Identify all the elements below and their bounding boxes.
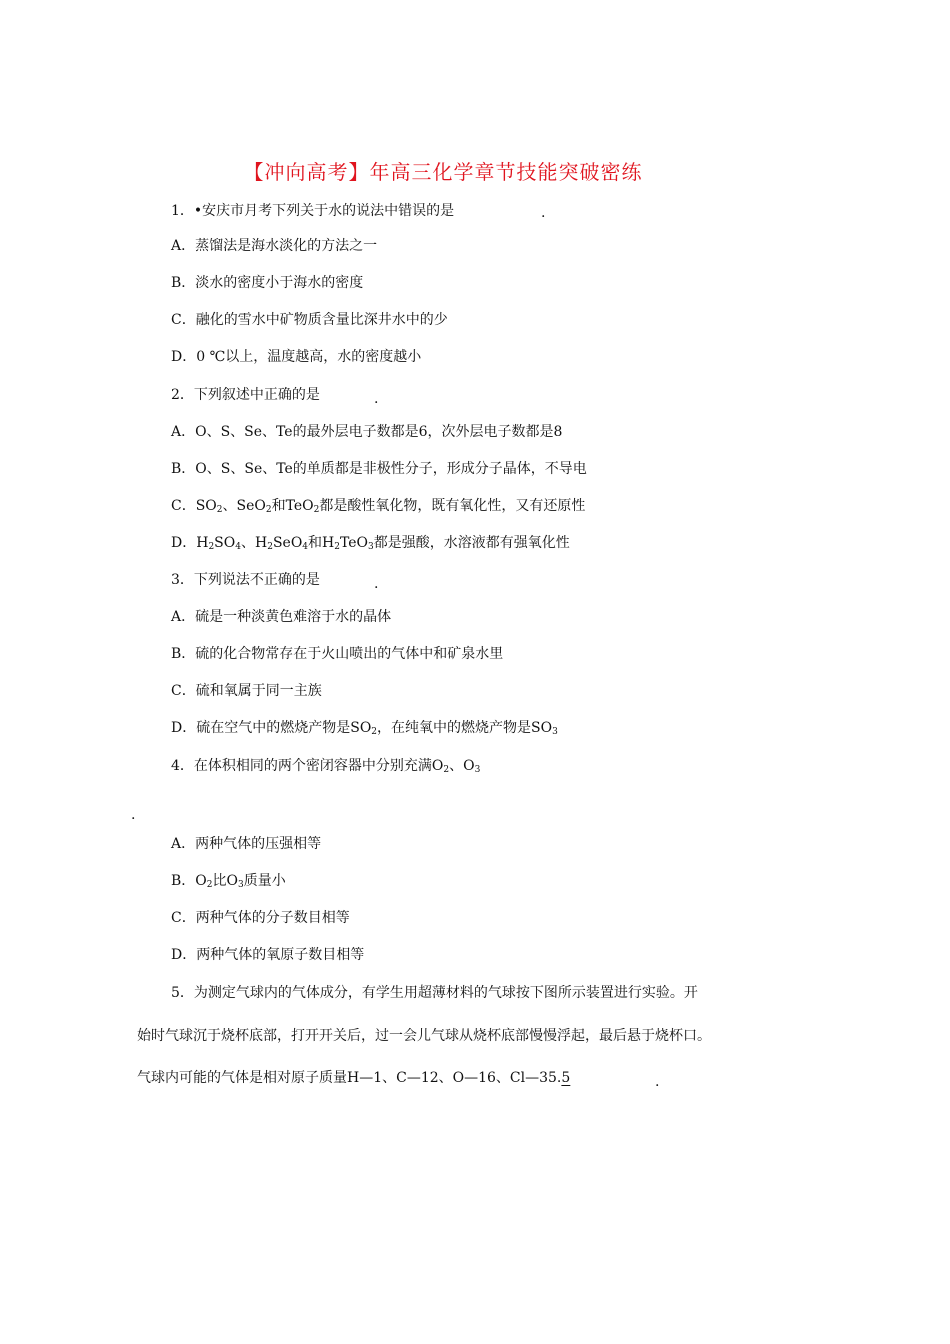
question-2-blank-mark: . <box>374 391 379 407</box>
question-2-stem: 2．下列叙述中正确的是 <box>171 387 320 403</box>
question-1-option-b: B．淡水的密度小于海水的密度 <box>171 275 364 291</box>
question-2-option-c: C．$SO_2$、SeO$_2$和TeO$_2$都是酸性氧化物，既有氧化性，又有还原性 <box>171 498 586 515</box>
question-5-line-3: 气球内可能的气体是相对原子质量H—1、C—12、O—16、Cl—35.5 <box>137 1070 571 1086</box>
question-2-option-d: D．$H_2SO_4$、$H_2SeO_4$和$H_2TeO_3$都是强酸，水溶液都有强氧化性 <box>171 535 570 552</box>
question-3-option-c: C．硫和氧属于同一主族 <box>171 683 322 699</box>
question-4-stem: 4．在体积相同的两个密闭容器中分别充满$O_2$、$O_3$ <box>171 758 481 775</box>
question-1-blank-mark: . <box>541 205 546 221</box>
question-1-stem: 1．•安庆市月考下列关于水的说法中错误的是 <box>171 203 455 219</box>
question-1-option-c: C．融化的雪水中矿物质含量比深井水中的少 <box>171 312 448 328</box>
question-3-blank-mark: . <box>374 576 379 592</box>
question-3-option-a: A．硫是一种淡黄色难溶于水的晶体 <box>171 609 392 625</box>
question-5-line-1: 5．为测定气球内的气体成分，有学生用超薄材料的气球按下图所示装置进行实验。开 <box>171 985 698 1001</box>
question-4-option-c: C．两种气体的分子数目相等 <box>171 910 350 926</box>
question-1-option-d: D．0 ℃以上，温度越高，水的密度越小 <box>171 349 422 365</box>
question-4-option-b: B．$O_2$比$O_3$质量小 <box>171 873 286 890</box>
question-4-blank-mark: . <box>131 807 136 823</box>
question-5-line-2: 始时气球沉于烧杯底部，打开开关后，过一会儿气球从烧杯底部慢慢浮起，最后悬于烧杯口。 <box>137 1028 711 1044</box>
document-title: 【冲向高考】年高三化学章节技能突破密练 <box>243 160 643 184</box>
question-4-option-d: D．两种气体的氧原子数目相等 <box>171 947 365 963</box>
question-1-option-a: A．蒸馏法是海水淡化的方法之一 <box>171 238 378 254</box>
question-3-stem: 3．下列说法不正确的是 <box>171 572 320 588</box>
question-3-option-d: D．硫在空气中的燃烧产物是$SO_2$，在纯氧中的燃烧产物是$SO_3$ <box>171 720 558 737</box>
question-3-option-b: B．硫的化合物常存在于火山喷出的气体中和矿泉水里 <box>171 646 504 662</box>
question-2-option-b: B．O、S、Se、Te的单质都是非极性分子，形成分子晶体，不导电 <box>171 461 587 477</box>
question-4-option-a: A．两种气体的压强相等 <box>171 836 322 852</box>
question-2-option-a: A．O、S、Se、Te的最外层电子数都是6，次外层电子数都是8 <box>171 424 563 440</box>
question-5-blank-mark: . <box>655 1074 660 1090</box>
